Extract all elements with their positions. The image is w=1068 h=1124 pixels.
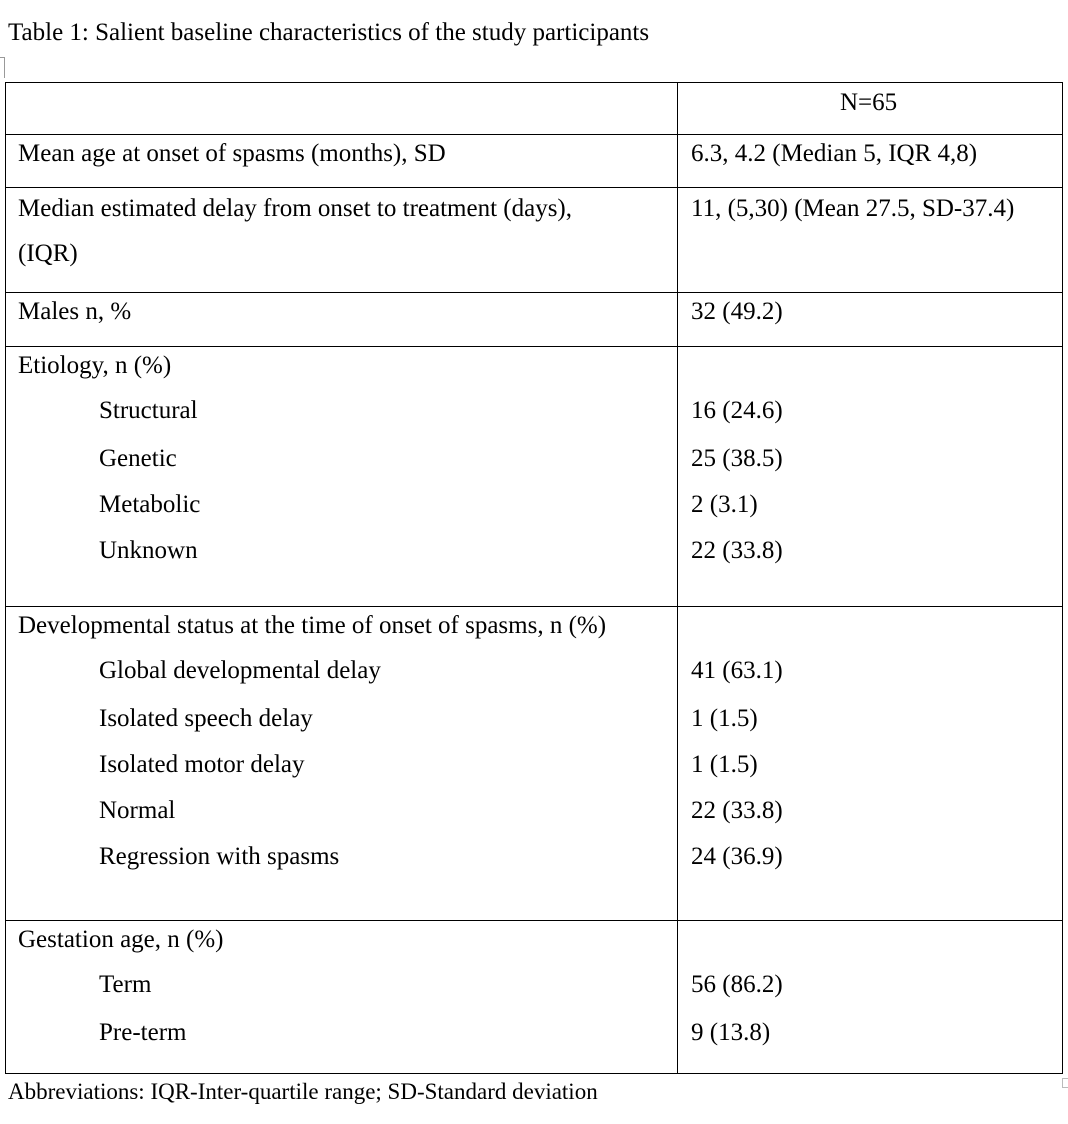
group-heading-developmental-status: Developmental status at the time of onset of spasms, n (%) (18, 612, 607, 639)
row-divider (6, 606, 1062, 607)
list-item-value: 41 (63.1) (691, 657, 783, 684)
row-value-mean-age: 6.3, 4.2 (Median 5, IQR 4,8) (691, 140, 978, 167)
row-divider (6, 187, 1062, 188)
row-divider (6, 920, 1062, 921)
text-boundary-mark (0, 57, 5, 78)
group-heading-gestation-age: Gestation age, n (%) (18, 926, 224, 953)
list-item-label: Term (99, 971, 152, 998)
text-boundary-mark (1062, 1078, 1068, 1088)
row-label-mean-age: Mean age at onset of spasms (months), SD (18, 140, 446, 167)
list-item-value: 24 (36.9) (691, 843, 783, 870)
list-item-label: Isolated speech delay (99, 705, 313, 732)
list-item-value: 9 (13.8) (691, 1019, 771, 1046)
row-value-males: 32 (49.2) (691, 298, 783, 325)
list-item-value: 1 (1.5) (691, 751, 758, 778)
row-divider (6, 292, 1062, 293)
list-item-label: Structural (99, 397, 198, 424)
list-item-label: Metabolic (99, 491, 201, 518)
list-item-label: Isolated motor delay (99, 751, 305, 778)
column-divider (677, 83, 678, 1073)
list-item-value: 2 (3.1) (691, 491, 758, 518)
list-item-value: 56 (86.2) (691, 971, 783, 998)
row-divider (6, 346, 1062, 347)
row-label-median-delay: Median estimated delay from onset to treatment (days), (18, 195, 572, 222)
column-header-n: N=65 (840, 89, 898, 116)
list-item-value: 25 (38.5) (691, 445, 783, 472)
table-caption: Table 1: Salient baseline characteristics of the study participants (8, 19, 650, 46)
abbreviations-note: Abbreviations: IQR-Inter-quartile range; SD-Standard deviation (8, 1079, 598, 1104)
list-item-value: 22 (33.8) (691, 797, 783, 824)
list-item-value: 22 (33.8) (691, 537, 783, 564)
baseline-characteristics-table (5, 82, 1063, 1074)
list-item-label: Regression with spasms (99, 843, 340, 870)
list-item-label: Normal (99, 797, 176, 824)
list-item-label: Global developmental delay (99, 657, 381, 684)
list-item-value: 1 (1.5) (691, 705, 758, 732)
row-label-males: Males n, % (18, 298, 132, 325)
row-value-median-delay: 11, (5,30) (Mean 27.5, SD-37.4) (691, 195, 1015, 222)
group-heading-etiology: Etiology, n (%) (18, 352, 172, 379)
row-label-median-delay-cont: (IQR) (18, 240, 78, 267)
list-item-label: Unknown (99, 537, 198, 564)
list-item-value: 16 (24.6) (691, 397, 783, 424)
list-item-label: Genetic (99, 445, 177, 472)
list-item-label: Pre-term (99, 1019, 187, 1046)
row-divider (6, 134, 1062, 135)
